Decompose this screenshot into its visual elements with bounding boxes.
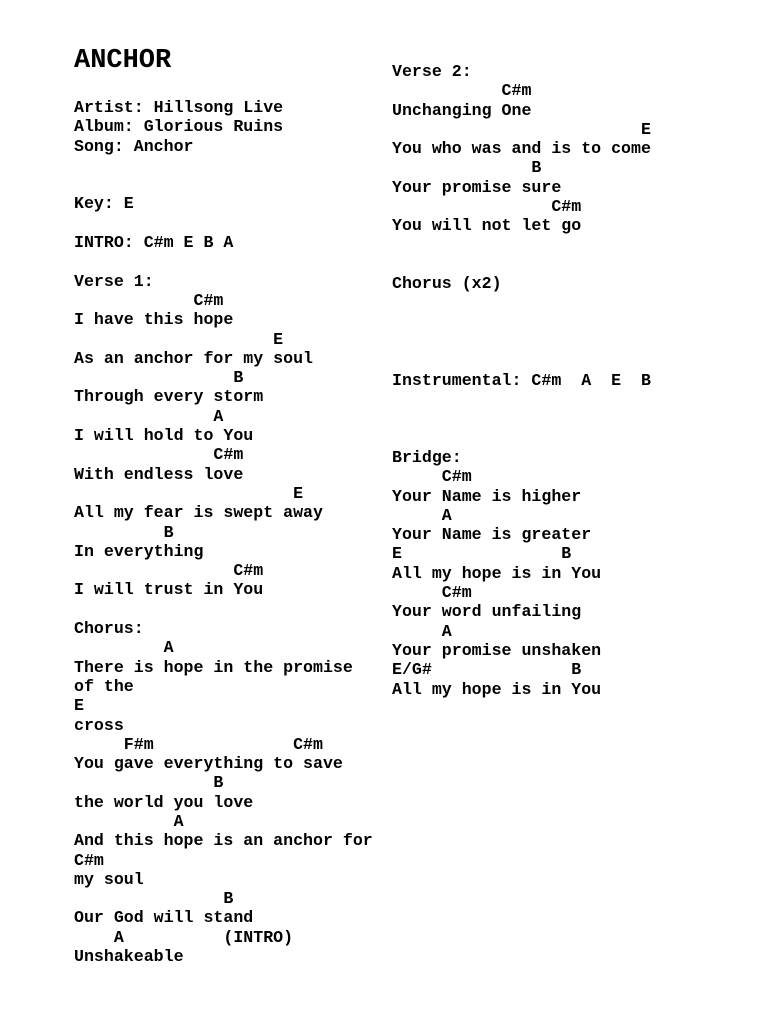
sheet-line: [392, 255, 651, 274]
sheet-line: E: [392, 119, 651, 139]
sheet-line: A: [392, 505, 452, 525]
sheet-line: There is hope in the promise: [74, 657, 353, 677]
sheet-line: C#m: [392, 81, 532, 101]
song-title: ANCHOR: [74, 46, 172, 76]
sheet-line: Bridge:: [392, 447, 462, 467]
sheet-line: [74, 252, 373, 271]
sheet-line: You who was and is to come: [392, 139, 651, 159]
sheet-line: [392, 429, 651, 448]
sheet-line: All my hope is in You: [392, 679, 602, 699]
sheet-line: All my hope is in You: [392, 563, 602, 583]
sheet-line: [392, 390, 651, 409]
sheet-line: C#m: [392, 583, 472, 603]
sheet-line: Our God will stand: [74, 908, 254, 928]
sheet-line: C#m: [74, 445, 244, 465]
sheet-line: A: [74, 406, 224, 426]
sheet-line: Your promise sure: [392, 177, 562, 197]
sheet-line: I will trust in You: [74, 580, 264, 600]
sheet-line: [392, 409, 651, 428]
sheet-line: Verse 1:: [74, 271, 154, 291]
sheet-line: C#m: [74, 850, 104, 870]
sheet-line: A: [392, 621, 452, 641]
sheet-line: [392, 351, 651, 370]
sheet-line: B: [74, 522, 174, 542]
sheet-line: In everything: [74, 541, 204, 561]
sheet-line: Chorus (x2): [392, 274, 502, 294]
sheet-line: I have this hope: [74, 310, 234, 330]
sheet-line: Album: Glorious Ruins: [74, 117, 284, 137]
sheet-line: You gave everything to save: [74, 754, 343, 774]
sheet-line: Your Name is greater: [392, 525, 592, 545]
sheet-line: With endless love: [74, 464, 244, 484]
sheet-line: my soul: [74, 869, 144, 889]
sheet-line: B: [392, 158, 542, 178]
sheet-line: Your Name is higher: [392, 486, 582, 506]
sheet-line: B: [74, 773, 224, 793]
sheet-line: [392, 332, 651, 351]
sheet-line: Instrumental: C#m A E B: [392, 370, 651, 390]
sheet-line: I will hold to You: [74, 426, 254, 446]
sheet-line: C#m: [392, 467, 472, 487]
sheet-line: Song: Anchor: [74, 136, 194, 156]
sheet-line: C#m: [74, 290, 224, 310]
sheet-line: As an anchor for my soul: [74, 348, 313, 368]
sheet-line: [392, 236, 651, 255]
sheet-line: And this hope is an anchor for: [74, 831, 373, 851]
sheet-line: C#m: [74, 561, 264, 581]
sheet-line: the world you love: [74, 792, 254, 812]
sheet-line: INTRO: C#m E B A: [74, 233, 234, 253]
sheet-line: [392, 294, 651, 313]
sheet-line: Your promise unshaken: [392, 640, 602, 660]
sheet-line: E/G# B: [392, 660, 582, 680]
sheet-line: E B: [392, 544, 572, 564]
sheet-line: [74, 175, 373, 194]
sheet-line: Key: E: [74, 194, 134, 214]
sheet-line: cross: [74, 715, 124, 735]
sheet-line: Artist: Hillsong Live: [74, 98, 284, 117]
sheet-line: [74, 214, 373, 233]
sheet-line: A (INTRO): [74, 927, 294, 947]
sheet-line: [74, 600, 373, 619]
sheet-line: C#m: [392, 197, 582, 217]
sheet-line: of the: [74, 676, 134, 696]
sheet-line: B: [74, 368, 244, 388]
sheet-line: E: [74, 483, 304, 503]
sheet-line: E: [74, 696, 84, 716]
right-column: [392, 62, 651, 699]
sheet-line: A: [74, 638, 174, 658]
sheet-line: A: [74, 811, 184, 831]
left-column: [74, 98, 373, 966]
sheet-line: Your word unfailing: [392, 602, 582, 622]
sheet-line: Verse 2:: [392, 62, 472, 81]
sheet-line: [392, 313, 651, 332]
sheet-line: E: [74, 329, 284, 349]
sheet-line: Unchanging One: [392, 100, 532, 120]
sheet-line: Unshakeable: [74, 947, 184, 967]
sheet-line: Through every storm: [74, 387, 264, 407]
sheet-line: All my fear is swept away: [74, 503, 323, 523]
sheet-line: F#m C#m: [74, 734, 323, 754]
sheet-line: [74, 156, 373, 175]
sheet-line: B: [74, 889, 234, 909]
sheet-line: You will not let go: [392, 216, 582, 236]
sheet-line: Chorus:: [74, 619, 144, 639]
